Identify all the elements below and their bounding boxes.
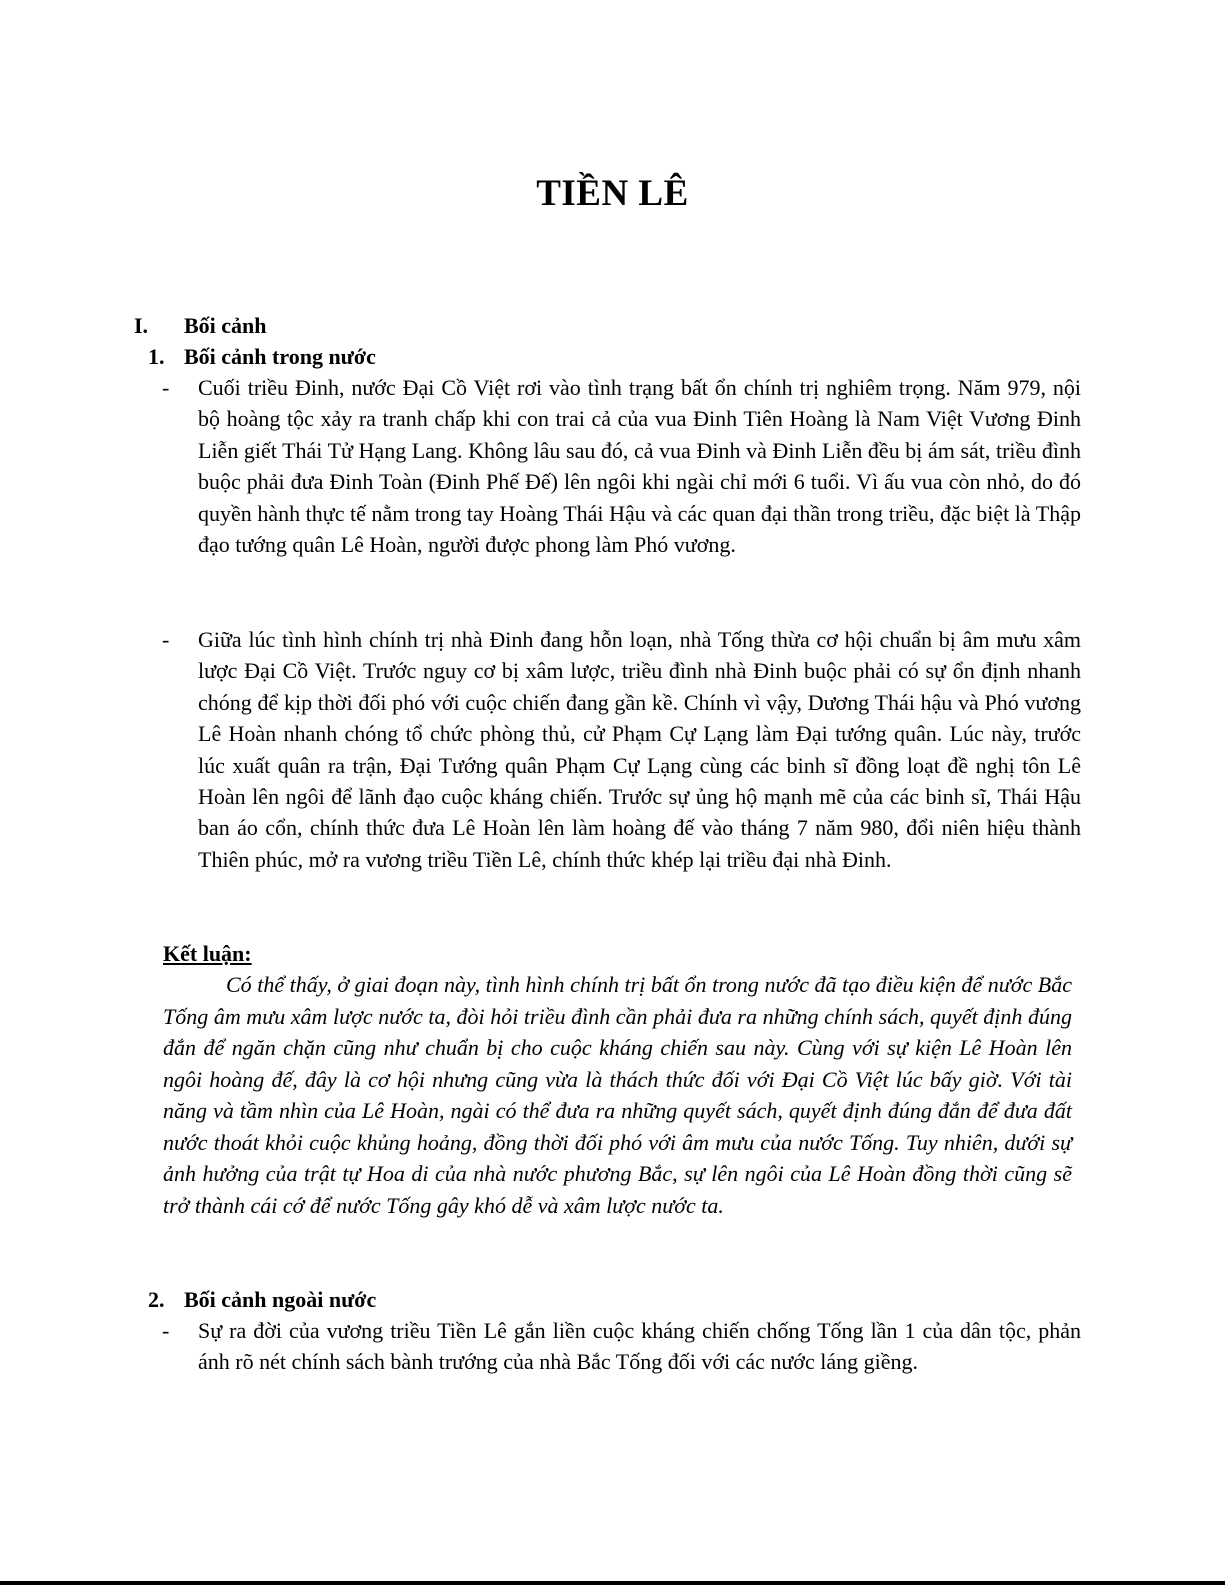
section-label: Bối cảnh [184,313,267,338]
conclusion-text: Có thể thấy, ở giai đoạn này, tình hình chính trị bất ổn trong nước đã tạo điều kiện để nước Bắc Tống âm mưu xâm lược nước ta, đòi hỏi triều đình cần phải đưa ra những chính sách, quyết định đúng đắn để ngăn chặn cũng như chuẩn bị cho cuộc kháng chiến sau này. Cùng với sự kiện Lê Hoàn lên ngôi hoàng đế, đây là cơ hội nhưng cũng vừa là thách thức đối với Đại Cồ Việt lúc bấy giờ. Với tài năng và tầm nhìn của Lê Hoàn, ngài có thể đưa ra những quyết sách, quyết định đúng đắn để đưa đất nước thoát khỏi cuộc khủng hoảng, đồng thời đối phó với âm mưu của nước Tống. Tuy nhiên, dưới sự ảnh hưởng của trật tự Hoa di của nhà nước phương Bắc, sự lên ngôi của Lê Hoàn đồng thời cũng sẽ trở thành cái cớ để nước Tống gây khó dễ và xâm lược nước ta. [163,972,1072,1218]
dash-bullet: - [162,375,170,400]
section-number: I. [134,313,149,338]
paragraph: Giữa lúc tình hình chính trị nhà Đinh đang hỗn loạn, nhà Tống thừa cơ hội chuẩn bị âm mưu xâm lược Đại Cồ Việt. Trước nguy cơ bị xâm lược, triều đình nhà Đinh buộc phải có sự ổn định nhanh chóng để kịp thời đối phó với cuộc chiến đang gần kề. Chính vì vậy, Dương Thái hậu và Phó vương Lê Hoàn nhanh chóng tổ chức phòng thủ, cử Phạm Cự Lạng làm Đại tướng quân. Lúc này, trước lúc xuất quân ra trận, Đại Tướng quân Phạm Cự Lạng cùng các binh sĩ đồng loạt đề nghị tôn Lê Hoàn lên ngôi để lãnh đạo cuộc kháng chiến. Trước sự ủng hộ mạnh mẽ của các binh sĩ, Thái Hậu ban áo cổn, chính thức đưa Lê Hoàn lên làm hoàng đế vào tháng 7 năm 980, đổi niên hiệu thành Thiên phúc, mở ra vương triều Tiền Lê, chính thức khép lại triều đại nhà Đinh. [198,627,1081,872]
list-item [162,372,1082,592]
conclusion-label: Kết luận: [163,941,252,966]
list-item [162,624,1082,909]
dash-bullet: - [162,1318,170,1343]
subsection-heading [148,341,548,372]
subsection-label: Bối cảnh trong nước [184,344,376,369]
paragraph: Cuối triều Đinh, nước Đại Cồ Việt rơi vào tình trạng bất ổn chính trị nghiêm trọng. Năm 979, nội bộ hoàng tộc xảy ra tranh chấp khi con trai cả của vua Đinh Tiên Hoàng là Nam Việt Vương Đinh Liễn giết Thái Tử Hạng Lang. Không lâu sau đó, cả vua Đinh và Đinh Liễn đều bị ám sát, triều đình buộc phải đưa Đinh Toàn (Đinh Phế Đế) lên ngôi khi ngài chỉ mới 6 tuổi. Vì ấu vua còn nhỏ, do đó quyền hành thực tế nằm trong tay Hoàng Thái Hậu và các quan đại thần trong triều, đặc biệt là Thập đạo tướng quân Lê Hoàn, người được phong làm Phó vương. [198,375,1081,558]
page-bottom-border [0,1581,1225,1585]
subsection-heading [148,1284,548,1315]
dash-bullet: - [162,627,170,652]
subsection-number: 2. [148,1287,165,1312]
paragraph: Sự ra đời của vương triều Tiền Lê gắn liền cuộc kháng chiến chống Tống lần 1 của dân tộc, phản ánh rõ nét chính sách bành trướng của nhà Bắc Tống đối với các nước láng giềng. [198,1318,1081,1375]
section-heading [134,310,434,341]
page-title: TIỀN LÊ [536,173,689,214]
subsection-label: Bối cảnh ngoài nước [184,1287,377,1312]
list-item [162,1315,1082,1379]
subsection-number: 1. [148,344,165,369]
